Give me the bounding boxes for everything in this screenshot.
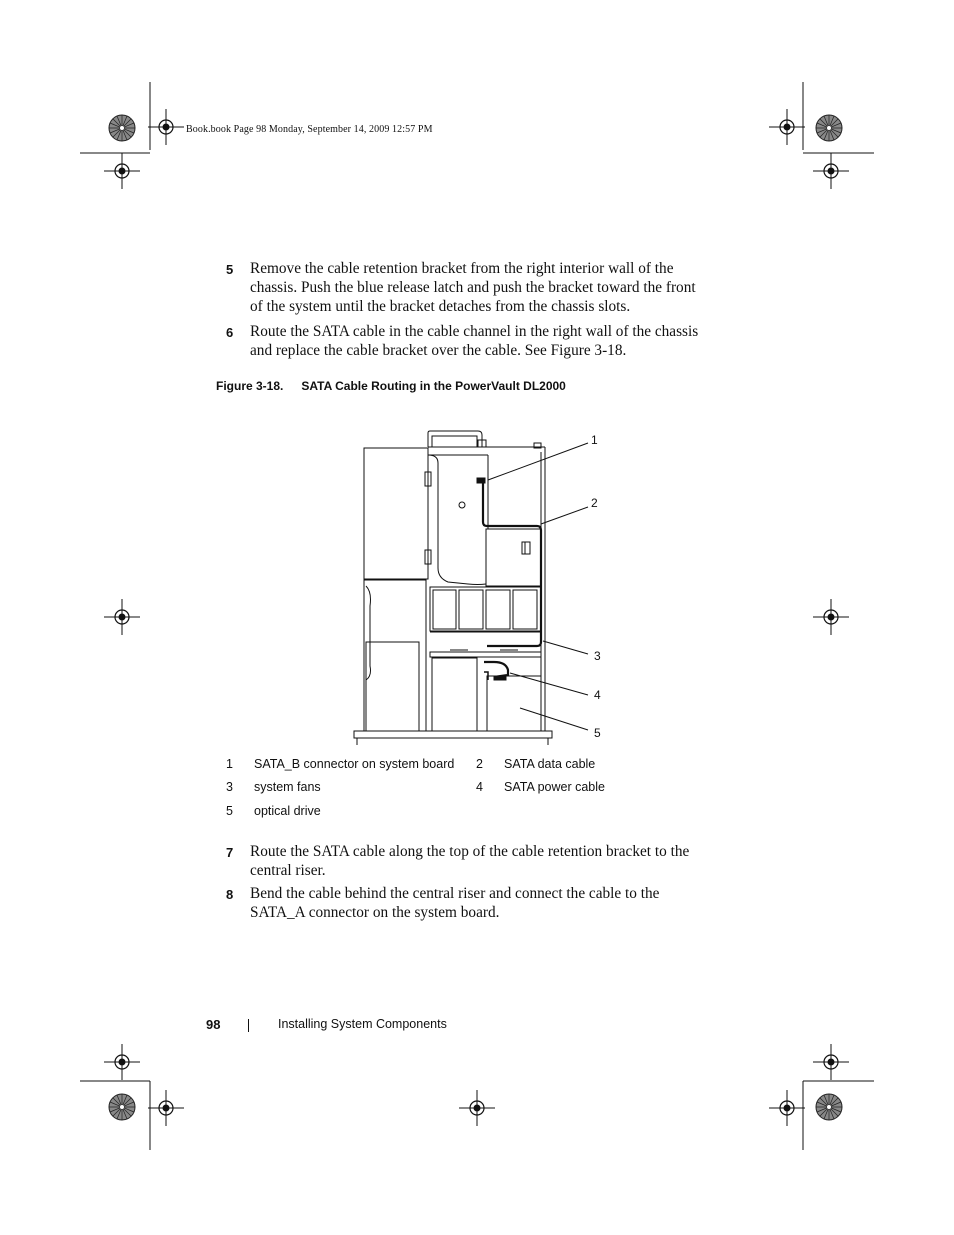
callout-5: 5 [594,726,601,740]
footer-divider [248,1019,249,1032]
step-number: 5 [226,262,234,277]
legend-number: 3 [226,780,233,794]
callout-2: 2 [591,496,598,510]
legend-number: 5 [226,804,233,818]
print-header: Book.book Page 98 Monday, September 14, 2009 12:57 PM [186,124,433,135]
step-number: 6 [226,325,234,340]
step-text [250,842,720,880]
step-line: of the system until the bracket detaches from the chassis slots. [250,298,631,315]
figure-label: Figure 3-18. [216,379,284,393]
step-line: and replace the cable bracket over the cable. See Figure 3-18. [250,342,627,359]
legend-number: 4 [476,780,483,794]
step-line: Route the SATA cable along the top of the cable retention bracket to the [250,843,690,860]
page-number: 98 [206,1017,221,1032]
callout-1: 1 [591,433,598,447]
callout-3: 3 [594,649,601,663]
step-text [250,884,720,922]
step-line: Route the SATA cable in the cable channel in the right wall of the chassis [250,323,699,340]
legend-label: SATA data cable [504,757,596,771]
step-line: chassis. Push the blue release latch and push the bracket toward the front [250,279,696,296]
legend-number: 1 [226,757,233,771]
legend-label: SATA_B connector on system board [254,757,455,771]
step-number: 7 [226,845,234,860]
legend-number: 2 [476,757,483,771]
step-line: central riser. [250,862,326,879]
legend-label: optical drive [254,804,321,818]
step-number: 8 [226,887,234,902]
figure-title: SATA Cable Routing in the PowerVault DL2000 [301,379,566,393]
step-line: SATA_A connector on the system board. [250,904,500,921]
legend-label: SATA power cable [504,780,605,794]
step-line: Bend the cable behind the central riser and connect the cable to the [250,885,660,902]
step-line: Remove the cable retention bracket from the right interior wall of the [250,260,674,277]
section-title: Installing System Components [278,1017,447,1031]
legend-label: system fans [254,780,321,794]
callout-4: 4 [594,688,601,702]
